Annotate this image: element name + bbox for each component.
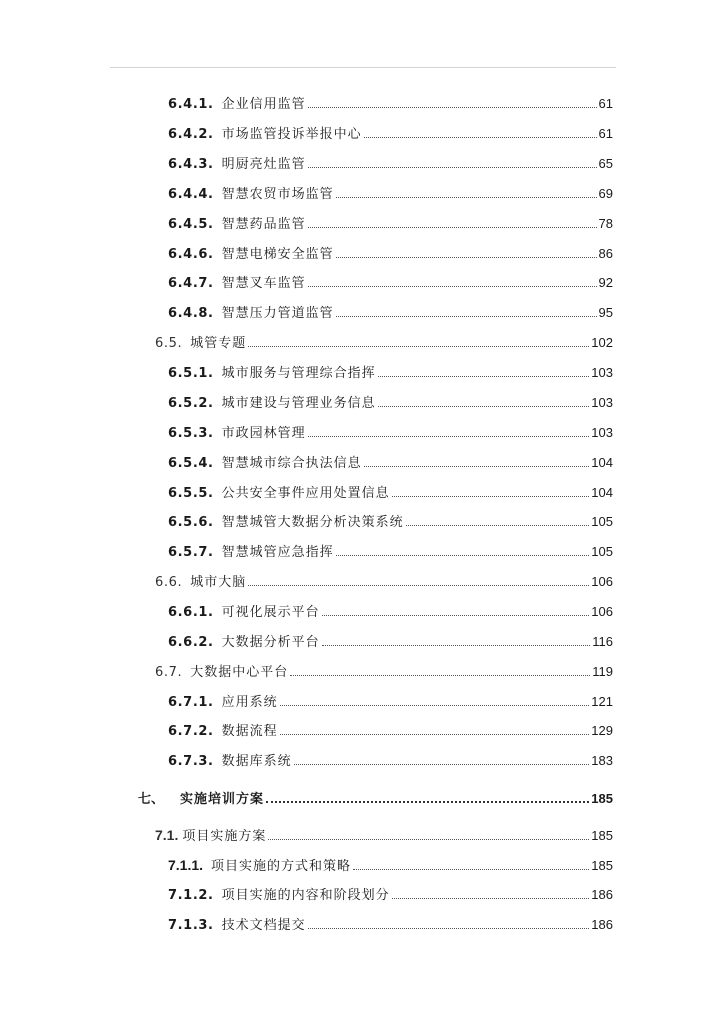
toc-title: 应用系统 bbox=[221, 695, 278, 710]
toc-title: 市政园林管理 bbox=[221, 426, 306, 441]
toc-number: 6.5.1. bbox=[168, 366, 214, 381]
toc-number: 6.4.2. bbox=[168, 127, 214, 142]
toc-entry-6-4-6[interactable] bbox=[168, 246, 613, 263]
toc-page-number: 186 bbox=[591, 917, 613, 932]
toc-title: 数据流程 bbox=[221, 724, 278, 739]
dot-leader bbox=[294, 754, 590, 765]
toc-page-number: 69 bbox=[598, 186, 613, 201]
toc-title: 技术文档提交 bbox=[221, 918, 306, 933]
toc-entry-6-6[interactable] bbox=[155, 574, 613, 591]
toc-title: 可视化展示平台 bbox=[221, 605, 320, 620]
toc-entry-6-5-2[interactable] bbox=[168, 395, 613, 412]
toc-title: 大数据中心平台 bbox=[190, 665, 289, 680]
toc-number: 6.5.7. bbox=[168, 545, 214, 560]
toc-number: 7.1. bbox=[155, 827, 179, 843]
dot-leader bbox=[268, 829, 589, 840]
toc-page-number: 103 bbox=[591, 395, 613, 410]
toc-number: 6.6. bbox=[155, 575, 183, 590]
toc-title: 数据库系统 bbox=[221, 754, 292, 769]
toc-entry-7-1-3[interactable] bbox=[168, 917, 613, 934]
toc-entry-6-4-8[interactable] bbox=[168, 305, 613, 322]
dot-leader bbox=[336, 306, 597, 317]
toc-number: 7.1.2. bbox=[168, 888, 214, 903]
toc-entry-6-5-1[interactable] bbox=[168, 365, 613, 382]
dot-leader bbox=[322, 605, 590, 616]
toc-title: 实施培训方案 bbox=[180, 792, 265, 807]
toc-number: 6.4.5. bbox=[168, 217, 214, 232]
toc-number: 6.6.1. bbox=[168, 605, 214, 620]
dot-leader bbox=[378, 396, 590, 407]
toc-title: 企业信用监管 bbox=[221, 97, 306, 112]
toc-number: 6.6.2. bbox=[168, 635, 214, 650]
toc-number: 6.4.1. bbox=[168, 97, 214, 112]
toc-page-number: 86 bbox=[598, 246, 613, 261]
toc-number: 6.4.7. bbox=[168, 276, 214, 291]
dot-leader bbox=[290, 665, 590, 676]
toc-number: 6.7.2. bbox=[168, 724, 214, 739]
toc-page-number: 78 bbox=[598, 216, 613, 231]
toc-number: 6.5.4. bbox=[168, 456, 214, 471]
toc-number: 6.4.8. bbox=[168, 306, 214, 321]
toc-entry-6-5-5[interactable] bbox=[168, 485, 613, 502]
toc-page-number: 102 bbox=[591, 335, 613, 350]
toc-entry-6-4-1[interactable] bbox=[168, 96, 613, 113]
toc-page-number: 116 bbox=[592, 634, 613, 649]
toc-entry-6-7-2[interactable] bbox=[168, 723, 613, 740]
toc-title: 智慧城市综合执法信息 bbox=[221, 456, 362, 471]
toc-entry-6-6-2[interactable] bbox=[168, 634, 613, 651]
toc-title: 城市大脑 bbox=[190, 575, 247, 590]
toc-title: 明厨亮灶监管 bbox=[221, 157, 306, 172]
toc-number: 6.4.3. bbox=[168, 157, 214, 172]
toc-page-number: 104 bbox=[591, 455, 613, 470]
dot-leader bbox=[280, 724, 590, 735]
toc-number: 7.1.1. bbox=[168, 857, 204, 873]
dot-leader bbox=[308, 97, 597, 108]
toc-page-number: 105 bbox=[591, 514, 613, 529]
dot-leader bbox=[308, 426, 590, 437]
toc-number: 6.4.4. bbox=[168, 187, 214, 202]
dot-leader bbox=[248, 575, 589, 586]
toc-entry-6-4-5[interactable] bbox=[168, 216, 613, 233]
toc-entry-6-5-4[interactable] bbox=[168, 455, 613, 472]
dot-leader bbox=[248, 336, 589, 347]
dot-leader bbox=[336, 545, 590, 556]
toc-title: 智慧农贸市场监管 bbox=[221, 187, 334, 202]
dot-leader bbox=[353, 859, 589, 870]
toc-title: 智慧电梯安全监管 bbox=[221, 247, 334, 262]
toc-page-number: 106 bbox=[591, 604, 613, 619]
dot-leader bbox=[322, 635, 591, 646]
toc-page-number: 183 bbox=[591, 753, 613, 768]
toc-entry-6-6-1[interactable] bbox=[168, 604, 613, 621]
toc-page-number: 185 bbox=[591, 828, 613, 843]
toc-page-number: 95 bbox=[598, 305, 613, 320]
toc-number: 6.5.3. bbox=[168, 426, 214, 441]
toc-title: 智慧城管应急指挥 bbox=[221, 545, 334, 560]
toc-entry-6-5[interactable] bbox=[155, 335, 613, 352]
toc-entry-6-7[interactable] bbox=[155, 664, 613, 681]
dot-leader bbox=[308, 918, 590, 929]
toc-entry-6-5-6[interactable] bbox=[168, 514, 613, 531]
toc-entry-6-7-1[interactable] bbox=[168, 694, 613, 711]
toc-number: 6.5.5. bbox=[168, 486, 214, 501]
toc-number: 7.1.3. bbox=[168, 918, 214, 933]
toc-page-number: 61 bbox=[598, 126, 613, 141]
toc-page-number: 121 bbox=[591, 694, 613, 709]
toc-entry-6-4-4[interactable] bbox=[168, 186, 613, 203]
toc-title: 项目实施的内容和阶段划分 bbox=[221, 888, 390, 903]
toc-page-number: 106 bbox=[591, 574, 613, 589]
toc-title: 公共安全事件应用处置信息 bbox=[221, 486, 390, 501]
dot-leader bbox=[308, 276, 597, 287]
toc-title: 项目实施的方式和策略 bbox=[211, 859, 352, 874]
toc-title: 城市建设与管理业务信息 bbox=[221, 396, 376, 411]
toc-page-number: 129 bbox=[591, 723, 613, 738]
toc-title: 智慧药品监管 bbox=[221, 217, 306, 232]
toc-number: 6.5. bbox=[155, 336, 183, 351]
toc-entry-7-1[interactable] bbox=[155, 827, 613, 845]
toc-title: 城市服务与管理综合指挥 bbox=[221, 366, 376, 381]
toc-page-number: 92 bbox=[598, 275, 613, 290]
toc-title: 城管专题 bbox=[190, 336, 247, 351]
dot-leader bbox=[336, 247, 597, 258]
dot-leader bbox=[392, 486, 590, 497]
dot-leader bbox=[364, 127, 597, 138]
toc-number: 6.4.6. bbox=[168, 247, 214, 262]
toc-entry-7-1-1[interactable] bbox=[168, 857, 613, 875]
toc-number: 6.5.6. bbox=[168, 515, 214, 530]
dot-leader bbox=[378, 366, 590, 377]
toc-page-number: 65 bbox=[598, 156, 613, 171]
dot-leader bbox=[364, 456, 590, 467]
header-rule bbox=[110, 67, 616, 68]
dot-leader bbox=[308, 157, 597, 168]
toc-page-number: 103 bbox=[591, 365, 613, 380]
toc-page-number: 185 bbox=[591, 858, 613, 873]
toc-entry-chapter-7[interactable] bbox=[138, 791, 613, 808]
toc-page-number: 104 bbox=[591, 485, 613, 500]
toc-entry-6-4-3[interactable] bbox=[168, 156, 613, 173]
dot-leader bbox=[406, 515, 590, 526]
dot-leader bbox=[266, 791, 589, 803]
dot-leader bbox=[280, 695, 590, 706]
dot-leader bbox=[308, 217, 597, 228]
toc-entry-6-4-2[interactable] bbox=[168, 126, 613, 143]
toc-title: 项目实施方案 bbox=[182, 829, 267, 844]
toc-title: 大数据分析平台 bbox=[221, 635, 320, 650]
toc-page-number: 61 bbox=[598, 96, 613, 111]
dot-leader bbox=[336, 187, 597, 198]
toc-page-number: 185 bbox=[591, 791, 613, 806]
toc-number: 6.7. bbox=[155, 665, 183, 680]
toc-entry-6-7-3[interactable] bbox=[168, 753, 613, 770]
toc-entry-6-5-3[interactable] bbox=[168, 425, 613, 442]
toc-number: 6.5.2. bbox=[168, 396, 214, 411]
toc-number: 6.7.1. bbox=[168, 695, 214, 710]
toc-title: 智慧压力管道监管 bbox=[221, 306, 334, 321]
toc-title: 智慧城管大数据分析决策系统 bbox=[221, 515, 404, 530]
toc-number: 6.7.3. bbox=[168, 754, 214, 769]
toc-title: 市场监管投诉举报中心 bbox=[221, 127, 362, 142]
toc-page-number: 119 bbox=[592, 664, 613, 679]
toc-page-number: 186 bbox=[591, 887, 613, 902]
toc-page-number: 105 bbox=[591, 544, 613, 559]
toc-entry-6-5-7[interactable] bbox=[168, 544, 613, 561]
toc-entry-7-1-2[interactable] bbox=[168, 887, 613, 904]
dot-leader bbox=[392, 888, 590, 899]
toc-title: 智慧叉车监管 bbox=[221, 276, 306, 291]
toc-page-number: 103 bbox=[591, 425, 613, 440]
toc-entry-6-4-7[interactable] bbox=[168, 275, 613, 292]
toc-number: 七、 bbox=[138, 792, 165, 807]
